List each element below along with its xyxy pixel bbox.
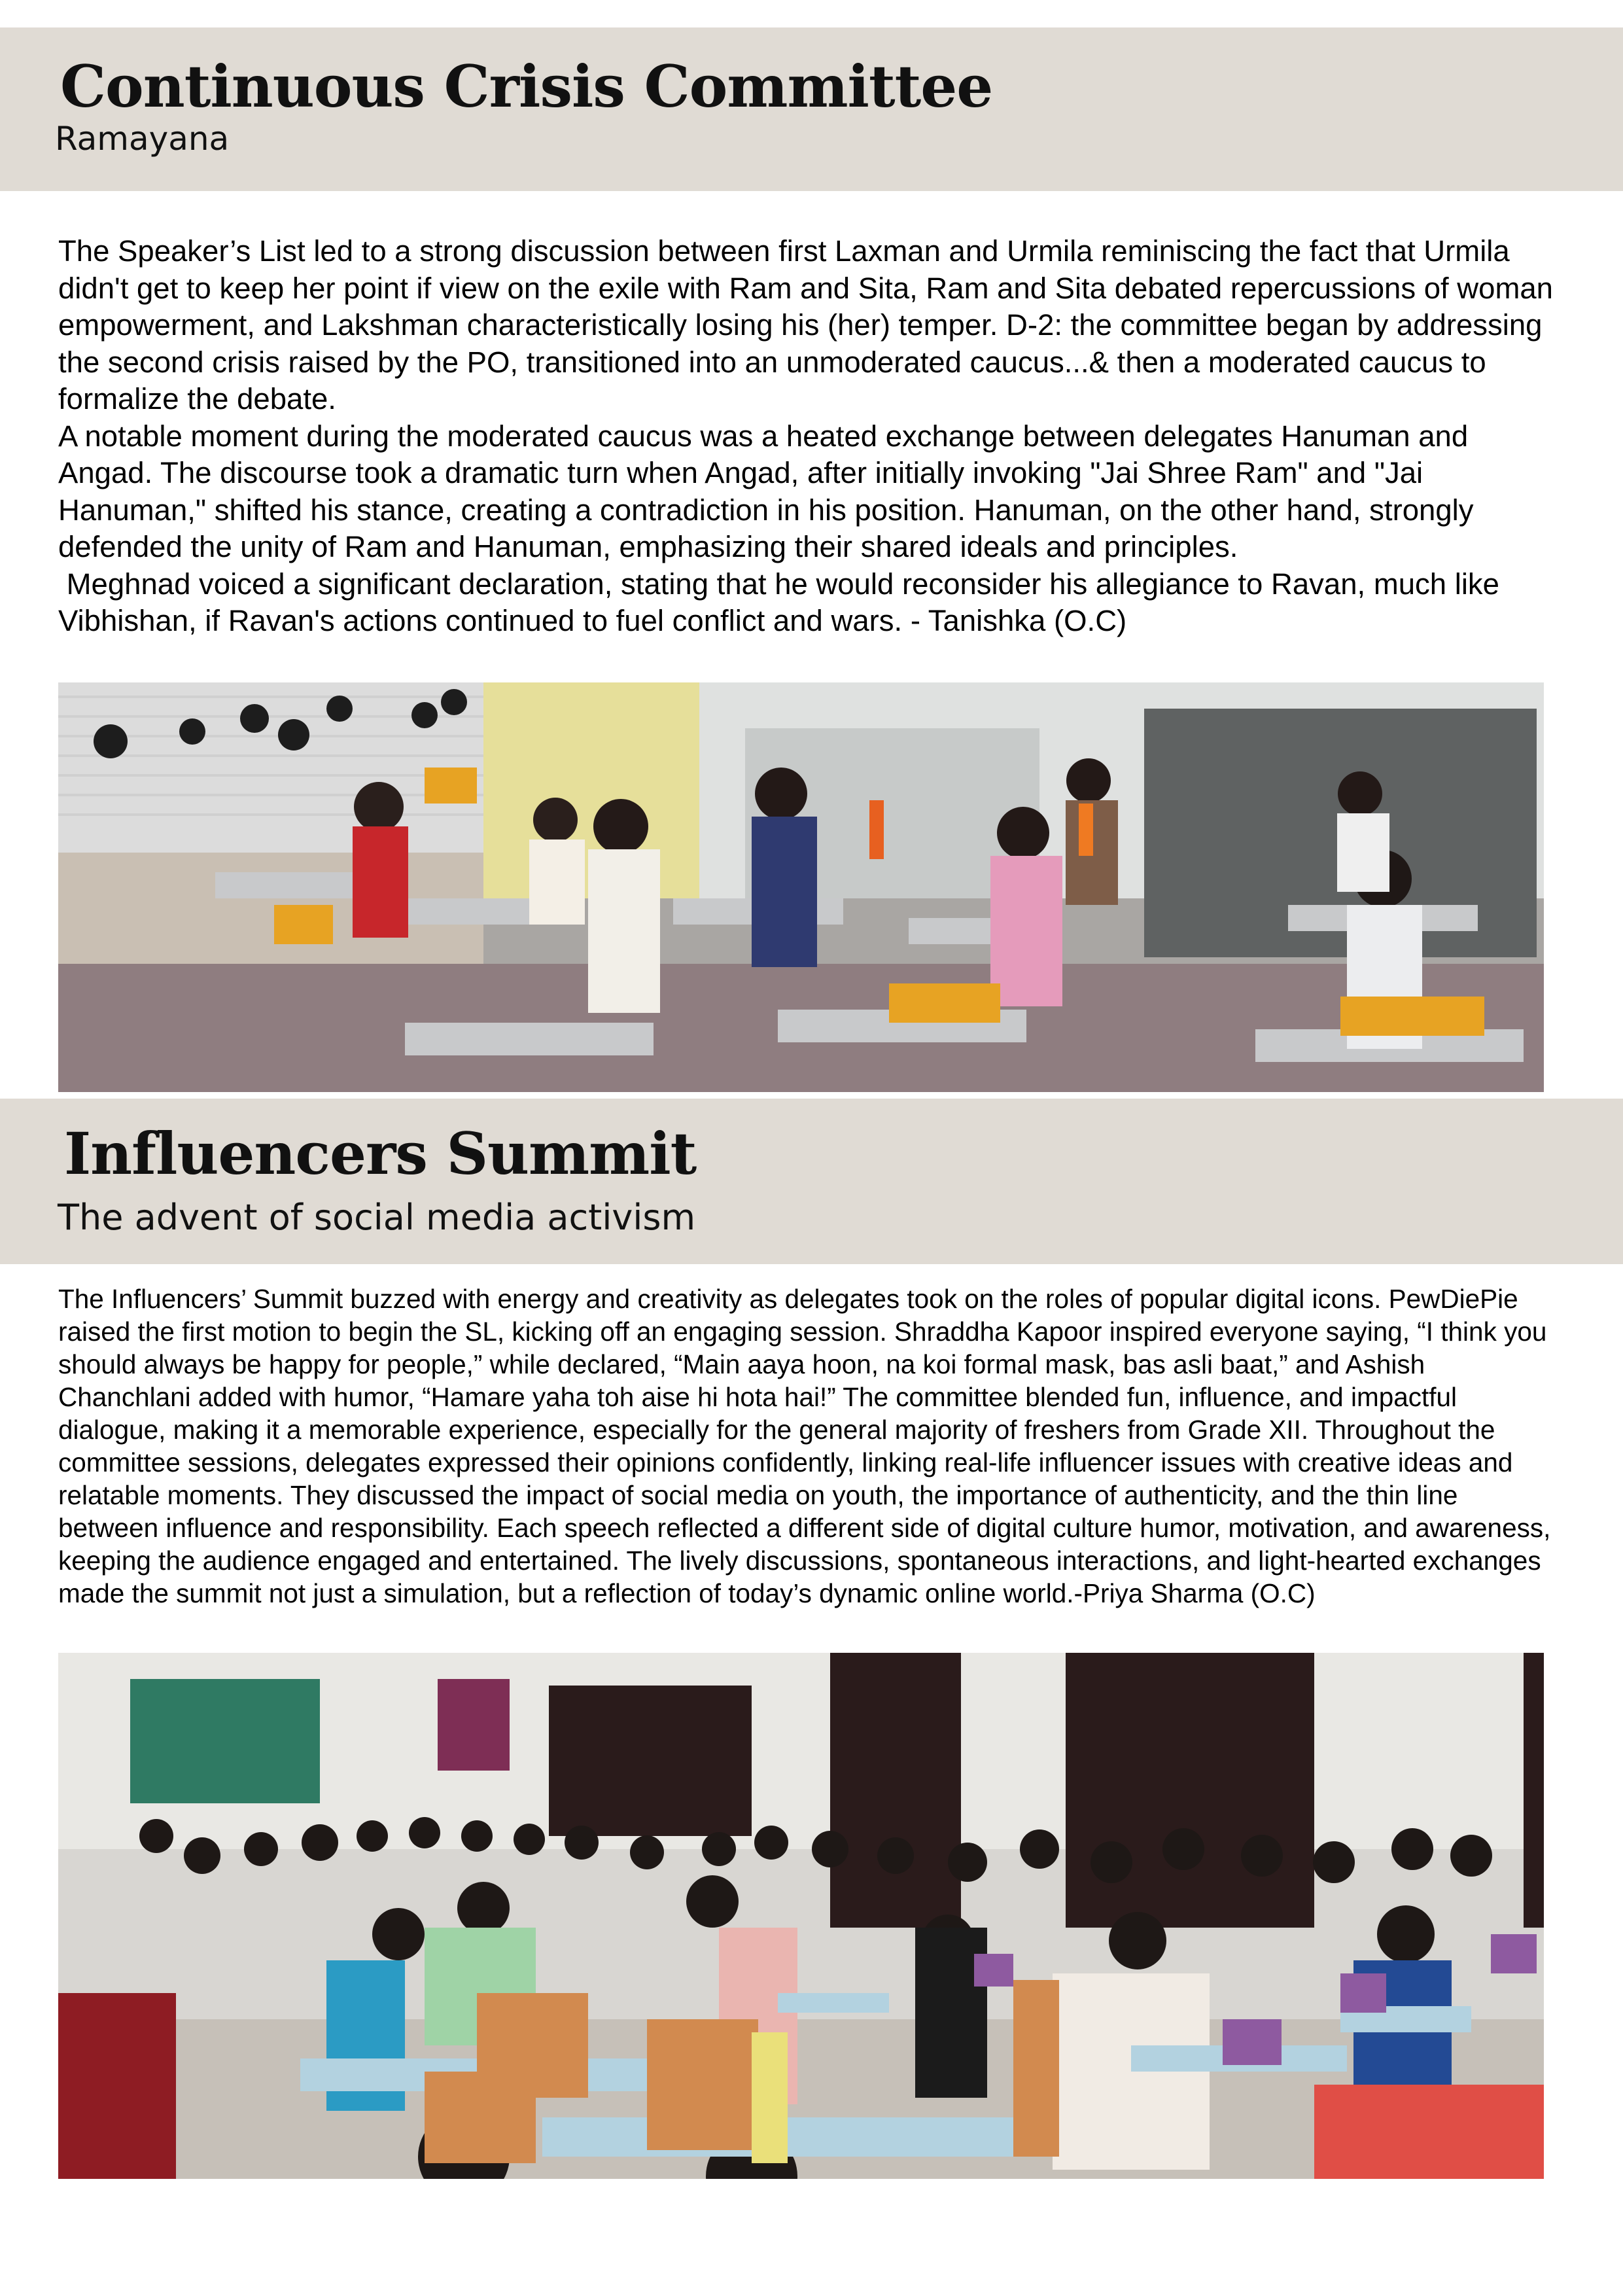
section-title: Influencers Summit bbox=[64, 1120, 697, 1188]
photo-illustration bbox=[58, 1653, 1544, 2179]
committee-photo-ccc bbox=[58, 682, 1544, 1092]
paragraph: Meghnad voiced a significant declaration, stating that he would reconsider his allegiance to Ravan, much like Vibhishan, if Ravan's actions continued to fuel conflict and wars. - Tanishka (O.C) bbox=[58, 567, 1508, 637]
section-body-ccc bbox=[58, 233, 1563, 640]
paragraph: The Speaker’s List led to a strong discussion between first Laxman and Urmila reminiscing the fact that Urmila didn't get to keep her point if view on the exile with Ram and Sita, Ram and Sita debated repercussions of woman empowerment, and Lakshman characteristically losing his (her) temper. D-2: the committee began by addressing the second crisis raised by the PO, transitioned into an unmoderated caucus...& then a moderated caucus to formalize the debate. bbox=[58, 234, 1562, 415]
committee-photo-influencers bbox=[58, 1653, 1544, 2179]
section-subtitle: Ramayana bbox=[55, 120, 230, 158]
paragraph: The Influencers’ Summit buzzed with energy and creativity as delegates took on the roles of popular digital icons. PewDiePie raised the first motion to begin the SL, kicking off an engaging session. Shraddha Kapoor inspired everyone saying, “I think you should always be happy for people,” while declared, “Main aaya hoon, na koi formal mask, bas asli baat,” and Ashish Chanchlani added with humor, “Hamare yaha toh aise hi hota hai!” The committee blended fun, influence, and impactful dialogue, making it a memorable experience, especially for the general majority of freshers from Grade XII. Throughout the committee sessions, delegates expressed their opinions confidently, linking real-life influencer issues with creative ideas and relatable moments. They discussed the impact of social media on youth, the importance of authenticity, and the thin line between influence and responsibility. Each speech reflected a different side of digital culture humor, motivation, and awareness, keeping the audience engaged and entertained. The lively discussions, spontaneous interactions, and light-hearted exchanges made the summit not just a simulation, but a reflection of today’s dynamic online world.-Priya Sharma (O.C) bbox=[58, 1284, 1551, 1608]
section-header-influencers bbox=[0, 1099, 1623, 1264]
paragraph: A notable moment during the moderated caucus was a heated exchange between delegates Hanuman and Angad. The discourse took a dramatic turn when Angad, after initially invoking "Jai Shree Ram" and "Jai Hanuman," shifted his stance, creating a contradiction in his position. Hanuman, on the other hand, strongly defended the unity of Ram and Hanuman, emphasizing their shared ideals and principles. bbox=[58, 419, 1482, 563]
section-body-influencers bbox=[58, 1282, 1563, 1610]
section-header-ccc bbox=[0, 27, 1623, 191]
section-title: Continuous Crisis Committee bbox=[60, 52, 993, 120]
section-subtitle: The advent of social media activism bbox=[58, 1197, 696, 1238]
photo-illustration bbox=[58, 682, 1544, 1092]
